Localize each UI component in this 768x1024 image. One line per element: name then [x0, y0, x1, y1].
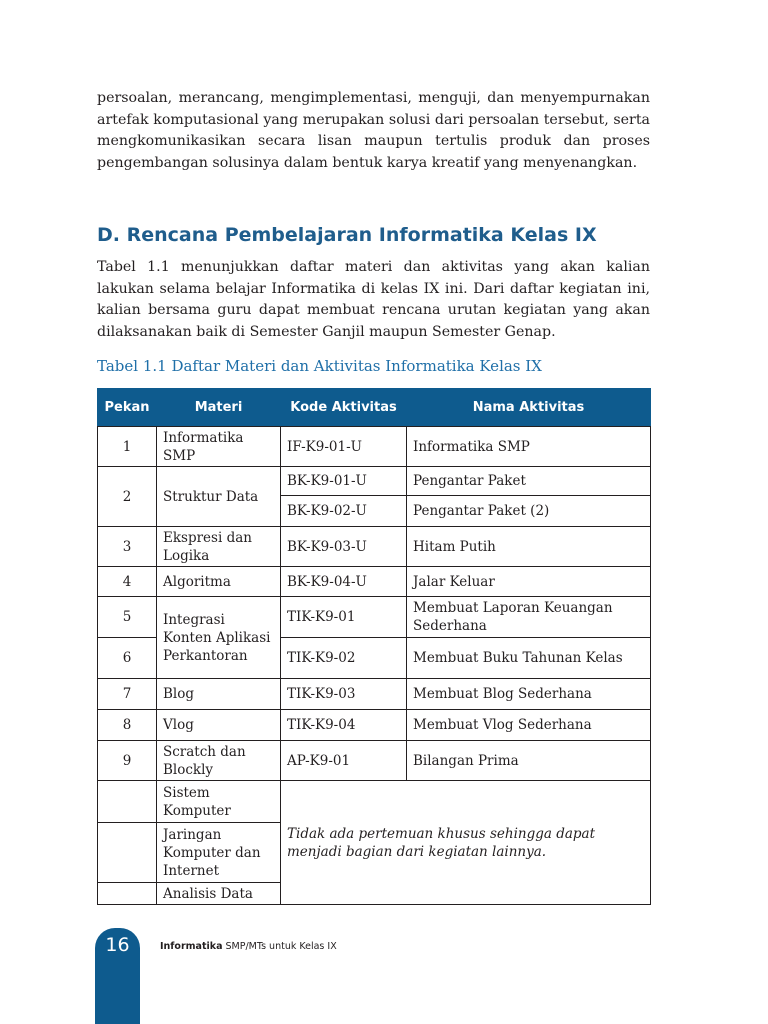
footer-book-title-rest: SMP/MTs untuk Kelas IX — [222, 941, 337, 952]
cell-materi: Ekspresi dan Logika — [157, 527, 281, 567]
cell-kode: BK-K9-04-U — [281, 567, 407, 597]
cell-pekan — [98, 781, 157, 823]
cell-materi: Analisis Data — [157, 883, 281, 905]
table-row — [98, 679, 651, 710]
cell-materi: Integrasi Konten Aplikasi Perkantoran — [157, 597, 281, 679]
header-kode-aktivitas: Kode Aktivitas — [281, 389, 407, 427]
cell-pekan — [98, 823, 157, 883]
cell-materi: Struktur Data — [157, 467, 281, 527]
cell-materi: Sistem Komputer — [157, 781, 281, 823]
cell-nama: Pengantar Paket (2) — [407, 496, 651, 527]
cell-nama: Hitam Putih — [407, 527, 651, 567]
table-row — [98, 710, 651, 741]
cell-kode: BK-K9-03-U — [281, 527, 407, 567]
cell-kode: TIK-K9-01 — [281, 597, 407, 638]
cell-nama: Membuat Buku Tahunan Kelas — [407, 638, 651, 679]
cell-pekan: 7 — [98, 679, 157, 710]
cell-kode: IF-K9-01-U — [281, 427, 407, 467]
cell-nama: Pengantar Paket — [407, 467, 651, 496]
cell-pekan: 3 — [98, 527, 157, 567]
table-row — [98, 597, 651, 638]
running-footer — [160, 941, 337, 952]
cell-materi: Vlog — [157, 710, 281, 741]
table-row — [98, 467, 651, 496]
table-caption: Tabel 1.1 Daftar Materi dan Aktivitas Informatika Kelas IX — [97, 357, 542, 375]
cell-kode: BK-K9-02-U — [281, 496, 407, 527]
section-heading: D. Rencana Pembelajaran Informatika Kelas IX — [97, 224, 597, 246]
cell-kode: TIK-K9-02 — [281, 638, 407, 679]
cell-kode: TIK-K9-04 — [281, 710, 407, 741]
cell-nama: Bilangan Prima — [407, 741, 651, 781]
cell-materi: Informatika SMP — [157, 427, 281, 467]
table-header-row — [98, 389, 651, 427]
cell-kode: AP-K9-01 — [281, 741, 407, 781]
cell-note: Tidak ada pertemuan khusus sehingga dapat menjadi bagian dari kegiatan lainnya. — [281, 781, 651, 905]
activities-table — [97, 388, 651, 905]
cell-pekan — [98, 883, 157, 905]
cell-nama: Membuat Laporan Keuangan Sederhana — [407, 597, 651, 638]
table-row — [98, 527, 651, 567]
table-row — [98, 741, 651, 781]
cell-pekan: 1 — [98, 427, 157, 467]
header-nama-aktivitas: Nama Aktivitas — [407, 389, 651, 427]
table-row — [98, 427, 651, 467]
cell-kode: BK-K9-01-U — [281, 467, 407, 496]
footer-book-title-bold: Informatika — [160, 941, 223, 952]
cell-pekan: 6 — [98, 638, 157, 679]
header-materi: Materi — [157, 389, 281, 427]
page-number: 16 — [105, 934, 130, 956]
cell-materi: Jaringan Komputer dan Internet — [157, 823, 281, 883]
cell-pekan: 4 — [98, 567, 157, 597]
cell-materi: Blog — [157, 679, 281, 710]
section-paragraph: Tabel 1.1 menunjukkan daftar materi dan aktivitas yang akan kalian lakukan selama belajar Informatika di kelas IX ini. Dari daftar kegiatan ini, kalian bersama guru dapat membuat rencana urutan kegiatan yang akan dilaksanakan baik di Semester Ganjil maupun Semester Genap. — [97, 259, 650, 340]
intro-paragraph: persoalan, merancang, mengimplementasi, menguji, dan menyempurnakan artefak komputasional yang merupakan solusi dari persoalan tersebut, serta mengkomunikasikan secara lisan maupun tertulis produk dan proses pengembangan solusinya dalam bentuk karya kreatif yang menyenangkan. — [97, 90, 650, 171]
cell-pekan: 8 — [98, 710, 157, 741]
cell-pekan: 9 — [98, 741, 157, 781]
cell-materi: Algoritma — [157, 567, 281, 597]
cell-nama: Membuat Vlog Sederhana — [407, 710, 651, 741]
cell-nama: Jalar Keluar — [407, 567, 651, 597]
header-pekan: Pekan — [98, 389, 157, 427]
cell-kode: TIK-K9-03 — [281, 679, 407, 710]
cell-pekan: 2 — [98, 467, 157, 527]
table-row — [98, 781, 651, 823]
table-row — [98, 567, 651, 597]
cell-materi: Scratch dan Blockly — [157, 741, 281, 781]
cell-nama: Membuat Blog Sederhana — [407, 679, 651, 710]
cell-nama: Informatika SMP — [407, 427, 651, 467]
cell-pekan: 5 — [98, 597, 157, 638]
